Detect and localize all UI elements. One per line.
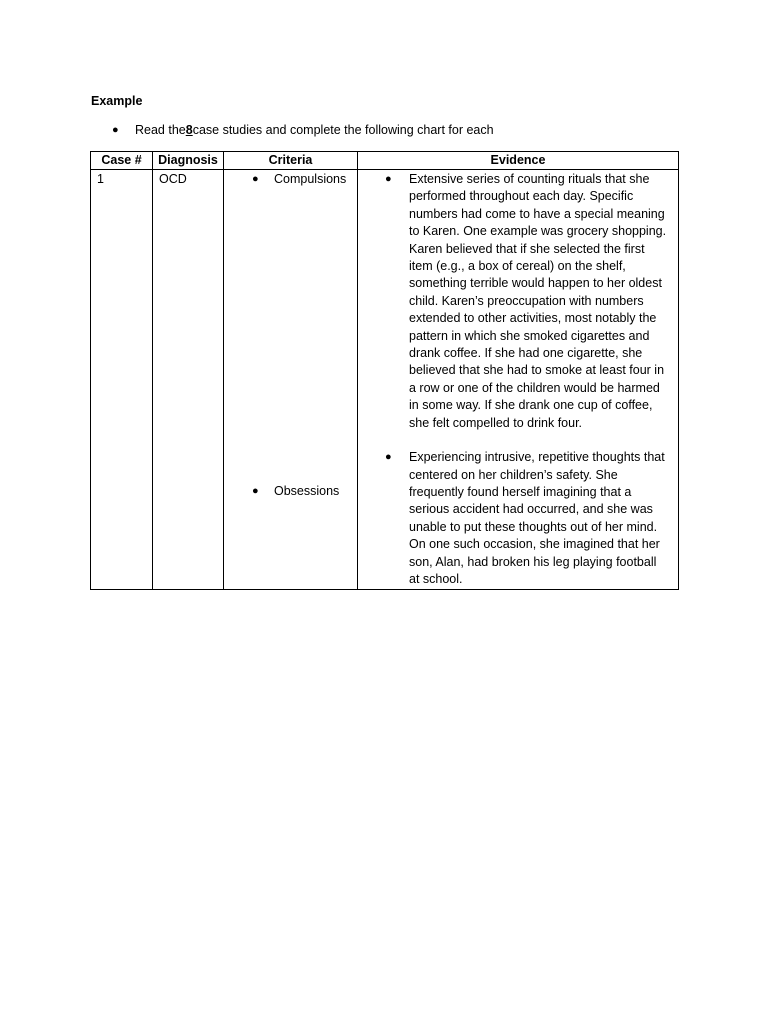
table-row	[91, 170, 679, 590]
evidence-text: Experiencing intrusive, repetitive thoughts that centered on her children’s safety. She frequently found herself imagining that a serious accident had occurred, and she was unable to put these thoughts out of her mind. On one such occasion, she imagined that her son, Alan, had broken his leg playing football at school.	[409, 450, 665, 586]
page-heading: Example	[91, 94, 143, 108]
instruction-line	[112, 123, 494, 137]
criteria-list	[224, 170, 357, 500]
instruction-suffix: case studies and complete the following chart for each	[192, 123, 494, 137]
evidence-item	[358, 449, 678, 588]
bullet-icon: ●	[252, 485, 259, 497]
table-header-row	[91, 152, 679, 170]
header-criteria: Criteria	[224, 152, 358, 170]
cell-case-number	[91, 170, 153, 590]
cell-criteria	[224, 170, 358, 590]
evidence-text: Extensive series of counting rituals that she performed throughout each day. Specific numbers had come to have a special meaning to Karen. One example was grocery shopping. Karen believed that if she selected the first item (e.g., a box of cereal) on the shelf, something terrible would happen to her oldest child. Karen’s preoccupation with numbers extended to other activities, most notably the pattern in which she smoked cigarettes and drank coffee. If she had one cigarette, she believed that she had to smoke at least four in a row or one of the children would be harmed in some way. If she drank one cup of coffee, she felt compelled to drink four.	[409, 172, 667, 430]
instruction-case-count: 8	[185, 123, 193, 137]
diagnosis-value: OCD	[159, 172, 187, 186]
case-number: 1	[97, 172, 104, 186]
instruction-prefix: Read the	[135, 123, 186, 137]
criteria-item	[224, 483, 357, 500]
bullet-icon: ●	[252, 173, 259, 185]
criterion-label: Obsessions	[274, 484, 340, 498]
bullet-icon: ●	[385, 173, 392, 185]
header-case: Case #	[91, 152, 153, 170]
evidence-item	[358, 171, 678, 432]
evidence-list	[358, 170, 678, 589]
cell-diagnosis	[153, 170, 224, 590]
case-study-table	[90, 151, 679, 590]
header-evidence: Evidence	[358, 152, 679, 170]
bullet-icon: ●	[385, 451, 392, 464]
bullet-icon: ●	[112, 124, 119, 136]
cell-evidence	[358, 170, 679, 590]
criteria-item	[224, 171, 357, 466]
criterion-label: Compulsions	[274, 172, 347, 186]
header-diagnosis: Diagnosis	[153, 152, 224, 170]
